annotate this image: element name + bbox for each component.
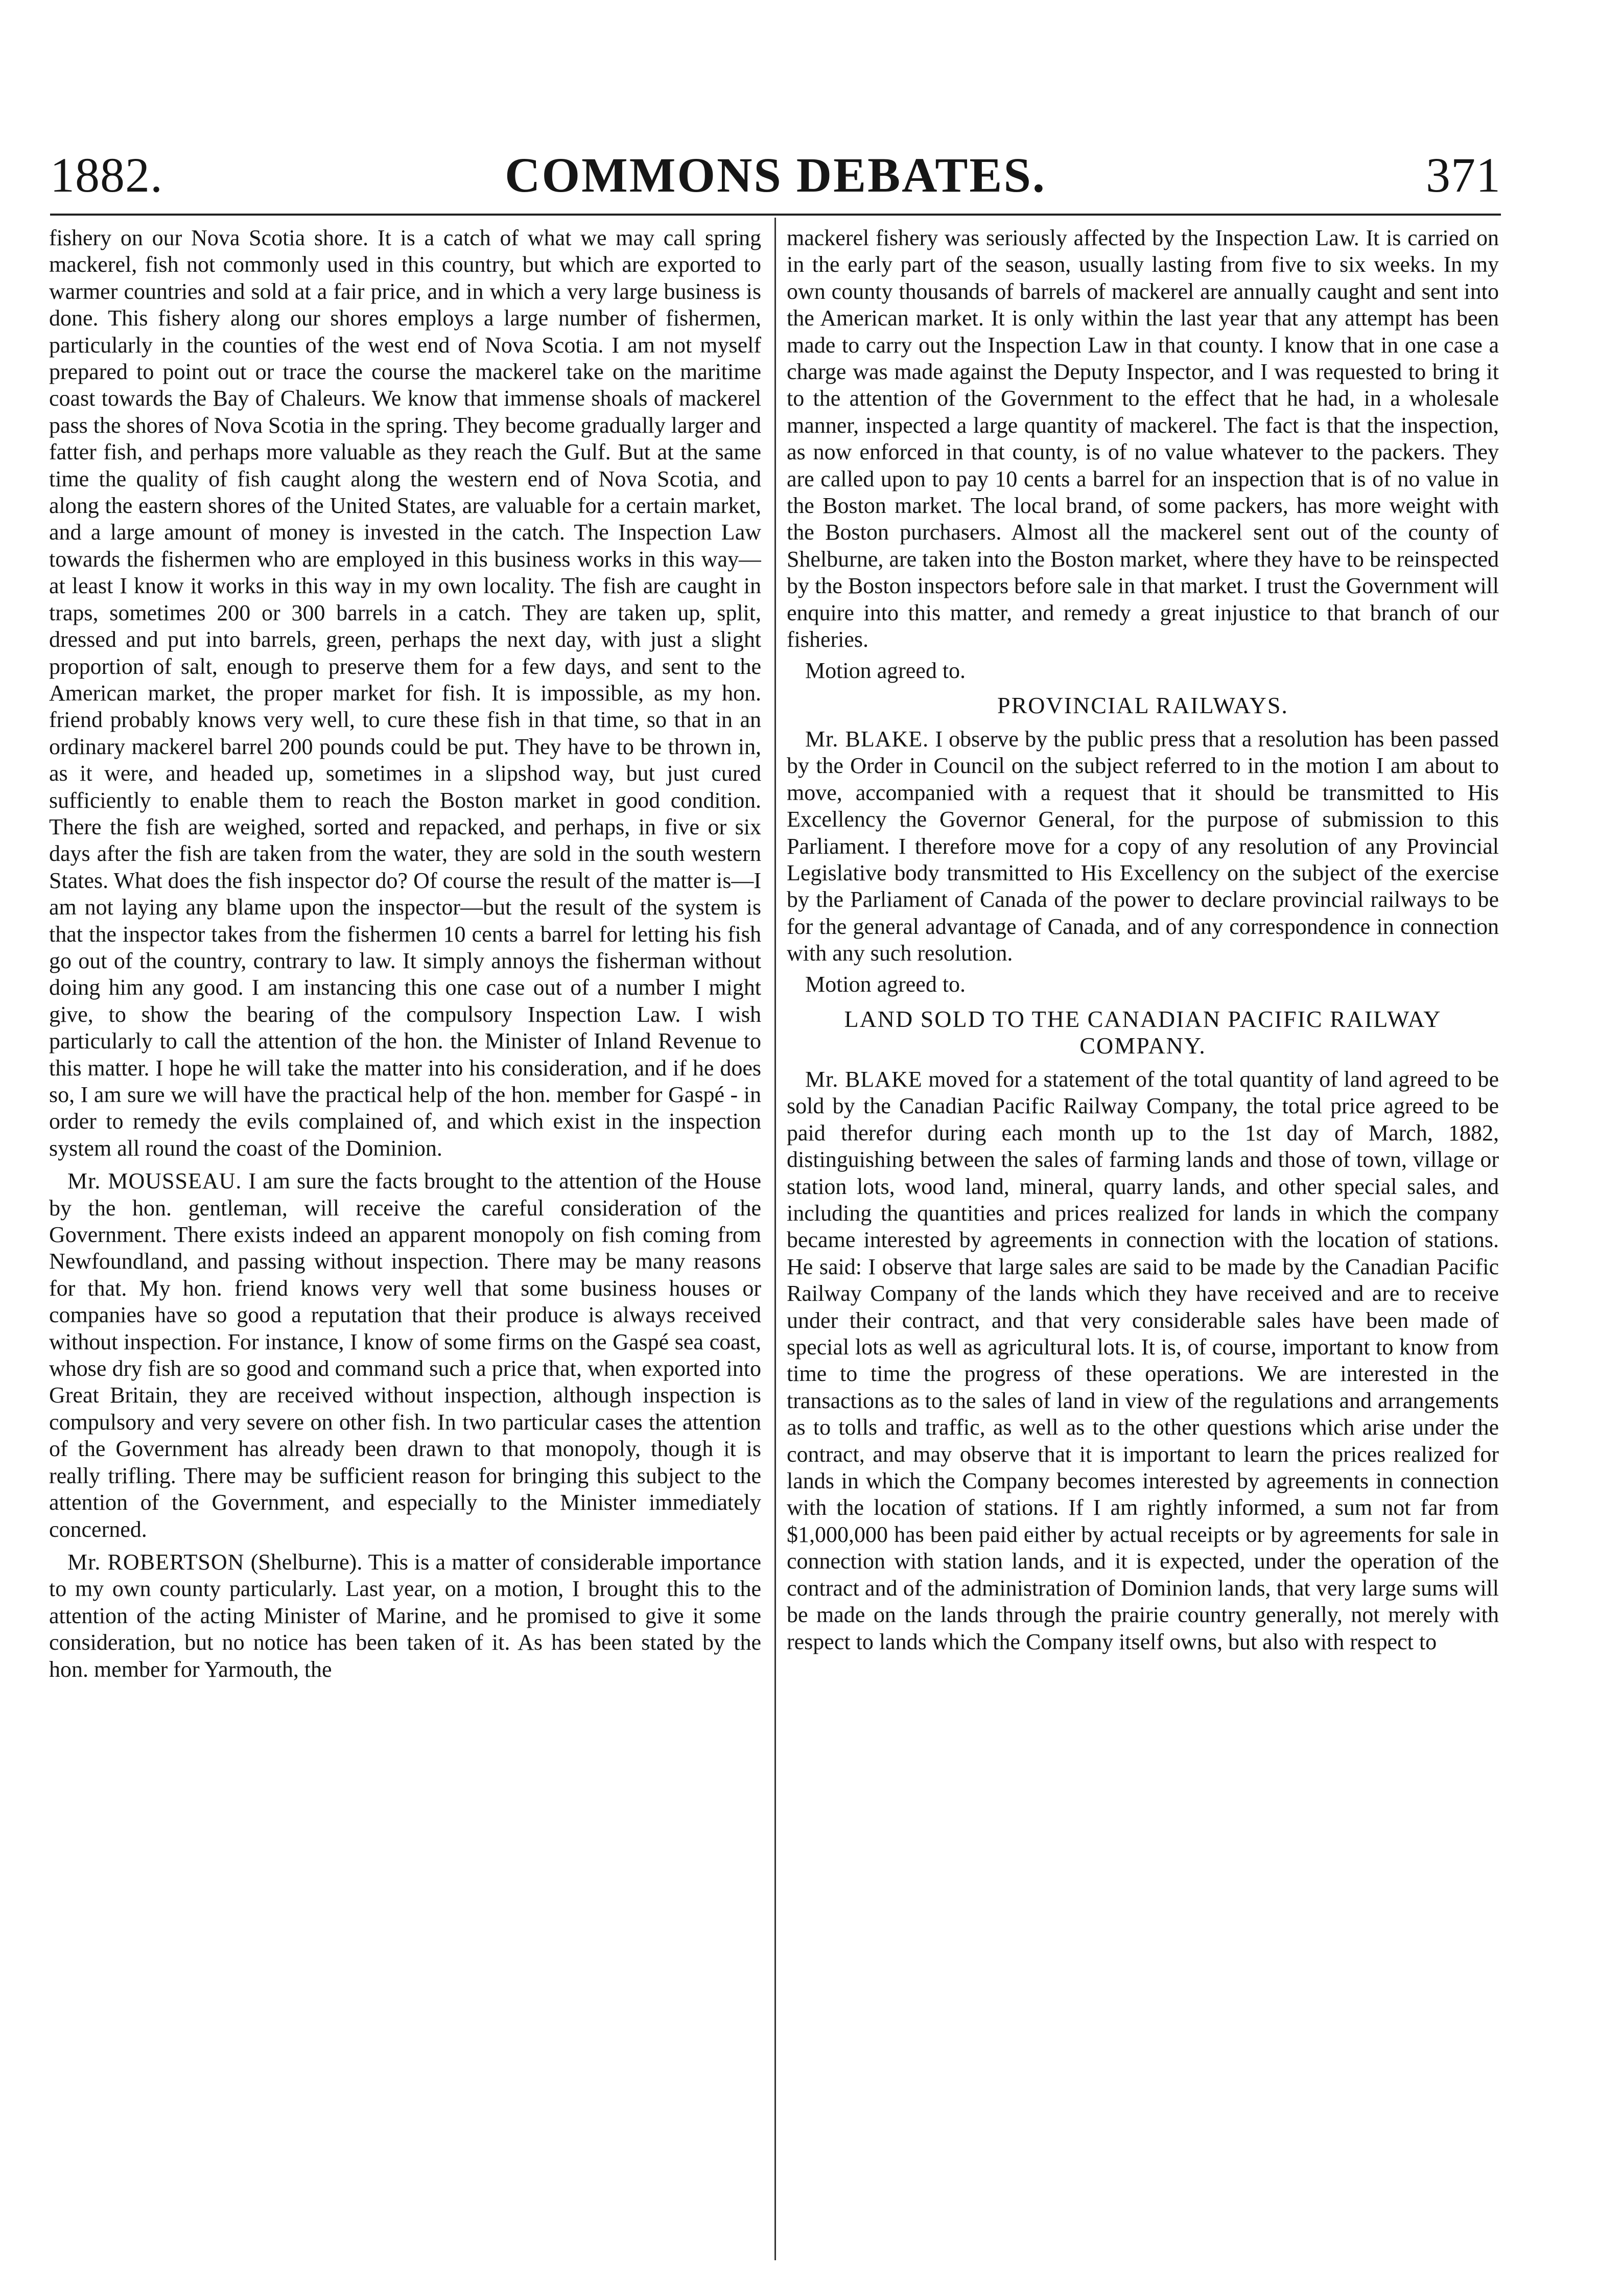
- left-paragraph-2: [49, 1168, 761, 1543]
- left-column: [49, 225, 761, 2263]
- speaker-blake-1: Mr. BLAKE.: [805, 726, 929, 752]
- right-column: [787, 225, 1499, 2263]
- speaker-robertson: Mr. ROBERTSON: [67, 1549, 245, 1575]
- motion-agreed-1: Motion agreed to.: [805, 658, 966, 683]
- section-heading-provincial-railways: PROVINCIAL RAILWAYS.: [997, 692, 1288, 718]
- blake-speech-2: moved for a statement of the total quantity of land agreed to be sold by the Canadian Pacific Railway Company, the total price agreed to be paid therefor during each month up to the 1st day of March, 1882, distinguishing between the sales of farming lands and those of town, village or station lots, wood land, mineral, quarry lands, and other special sales, and including the quantities and prices realized for lands in which the company became interested by agreements in connection with the location of stations. He said: I observe that large sales are said to be made by the Canadian Pacific Railway Company of the lands which they have received and are to receive under their contract, and that very considerable sales have been made of special lots as well as agricultural lots. It is, of course, important to know from time to time the progress of these operations. We are interested in the transactions as to the sales of land in view of the regulations and arrangements as to tolls and traffic, as well as to the other questions which arise under the contract, and may observe that it is important to learn the prices realized for lands in which the Company becomes interested by agreements in connection with the location of stations. If I am rightly informed, a sum not far from $1,000,000 has been paid either by actual receipts or by agreements for sale in connection with station lands, and it is expected, under the operation of the contract and of the administration of Dominion lands, that very large sums will be made on the lands through the prairie country generally, not merely with respect to lands which the Company itself owns, but also with respect to: [787, 1066, 1499, 1654]
- column-divider: [774, 218, 776, 2260]
- header-title: COMMONS DEBATES.: [505, 148, 1046, 202]
- motion-agreed-2: Motion agreed to.: [805, 971, 966, 997]
- left-paragraph-1: fishery on our Nova Scotia shore. It is a catch of what we may call spring mackerel, fish not commonly used in this country, but which are exported to warmer countries and sold at a fair price, and in which a very large business is done. This fishery along our shores employs a large number of fishermen, particularly in the counties of the west end of Nova Scotia. I am not myself prepared to point out or trace the course the mackerel take on the maritime coast towards the Bay of Chaleurs. We know that immense shoals of mackerel pass the shores of Nova Scotia in the spring. They become gradually larger and fatter fish, and perhaps more valuable as they reach the Gulf. But at the same time the quality of fish caught along the western end of Nova Scotia, and along the eastern shores of the United States, are valuable for a certain market, and a large amount of money is invested in the catch. The Inspection Law towards the fishermen who are employed in this business works in this way—at least I know it works in this way in my own locality. The fish are caught in traps, sometimes 200 or 300 barrels in a catch. They are taken up, split, dressed and put into barrels, green, perhaps the next day, with just a slight proportion of salt, enough to preserve them for a few days, and sent to the American market, the proper market for fish. It is impossible, as my hon. friend probably knows very well, to cure these fish in that time, so that in an ordinary mackerel barrel 200 pounds could be put. They have to be thrown in, as it were, and headed up, sometimes in a slipshod way, but just cured sufficiently to enable them to reach the Boston market in good condition. There the fish are weighed, sorted and repacked, and perhaps, in five or six days after the fish are taken from the water, they are sold in the south western States. What does the fish inspector do? Of course the result of the matter is—I am not laying any blame upon the inspector—but the result of the system is that the inspector takes from the fishermen 10 cents a barrel for letting his fish go out of the country, contrary to law. It simply annoys the fisherman without doing him any good. I am instancing this one case out of a number I might give, to show the bearing of the compulsory Inspection Law. I wish particularly to call the attention of the hon. the Minister of Inland Revenue to this matter. I hope he will take the matter into his consideration, and if he does so, I am sure we will have the practical help of the hon. member for Gaspé - in order to remedy the evils complained of, and which exist in the inspection system all round the coast of the Dominion.: [49, 225, 761, 1161]
- left-paragraph-3: [49, 1549, 761, 1683]
- header-year: 1882.: [50, 148, 163, 202]
- section-heading-land-sold: LAND SOLD TO THE CANADIAN PACIFIC RAILWAY COMPANY.: [844, 1005, 1442, 1059]
- right-paragraph-1: mackerel fishery was seriously affected by the Inspection Law. It is carried on in the early part of the season, usually lasting from five to six weeks. In my own county thousands of barrels of mackerel are annually caught and sent into the American market. It is only within the last year that any attempt has been made to carry out the Inspection Law in that county. I know that in one case a charge was made against the Deputy Inspector, and I was requested to bring it to the attention of the Government to the effect that he had, in a wholesale manner, inspected a large quantity of mackerel. The fact is that the inspection, as now enforced in that county, is of no value whatever to the packers. They are called upon to pay 10 cents a barrel for an inspection that is of no value in the Boston market. The local brand, of some packers, has more weight with the Boston purchasers. Almost all the mackerel sent out of the county of Shelburne, are taken into the Boston market, where they have to be reinspected by the Boston inspectors before sale in that market. I trust the Government will enquire into this matter, and remedy a great injustice to that branch of our fisheries.: [787, 225, 1499, 652]
- right-paragraph-3: [787, 1066, 1499, 1655]
- speaker-mousseau: Mr. MOUSSEAU.: [67, 1168, 242, 1194]
- robertson-speech: (Shelburne). This is a matter of considerable importance to my own county particularly. Last year, on a motion, I brought this to the attention of the acting Minister of Marine, and he promised to give it some consideration, but no notice has been taken of it. As has been stated by the hon. member for Yarmouth, the: [49, 1549, 761, 1682]
- blake-speech-1: I observe by the public press that a resolution has been passed by the Order in Council on the subject referred to in the motion I am about to move, accompanied with a request that it should be transmitted to His Excellency the Governor General, for the purpose of submission to this Parliament. I therefore move for a copy of any resolution of any Provincial Legislative body transmitted to His Excellency on the subject of the exercise by the Parliament of Canada of the power to declare provincial railways to be for the general advantage of Canada, and of any correspondence in connection with any such resolution.: [787, 726, 1499, 966]
- page-header: [50, 137, 1501, 214]
- mousseau-speech: I am sure the facts brought to the attention of the House by the hon. gentleman, will receive the careful consideration of the Government. There exists indeed an apparent monopoly on fish coming from Newfoundland, and passing without inspection. There may be many reasons for that. My hon. friend knows very well that some business houses or companies have so good a reputation that their produce is always received without inspection. For instance, I know of some firms on the Gaspé sea coast, whose dry fish are so good and command such a price that, when exported into Great Britain, they are received without inspection, although inspection is compulsory and very severe on other fish. In two particular cases the attention of the Government has already been drawn to that monopoly, though it is really trifling. There may be sufficient reason for bringing this subject to the attention of the Government, and especially to the Minister immediately concerned.: [49, 1168, 761, 1542]
- header-rule: [50, 214, 1501, 216]
- header-page-number: 371: [1426, 148, 1501, 202]
- speaker-blake-2: Mr. BLAKE: [805, 1066, 923, 1092]
- right-paragraph-2: [787, 726, 1499, 967]
